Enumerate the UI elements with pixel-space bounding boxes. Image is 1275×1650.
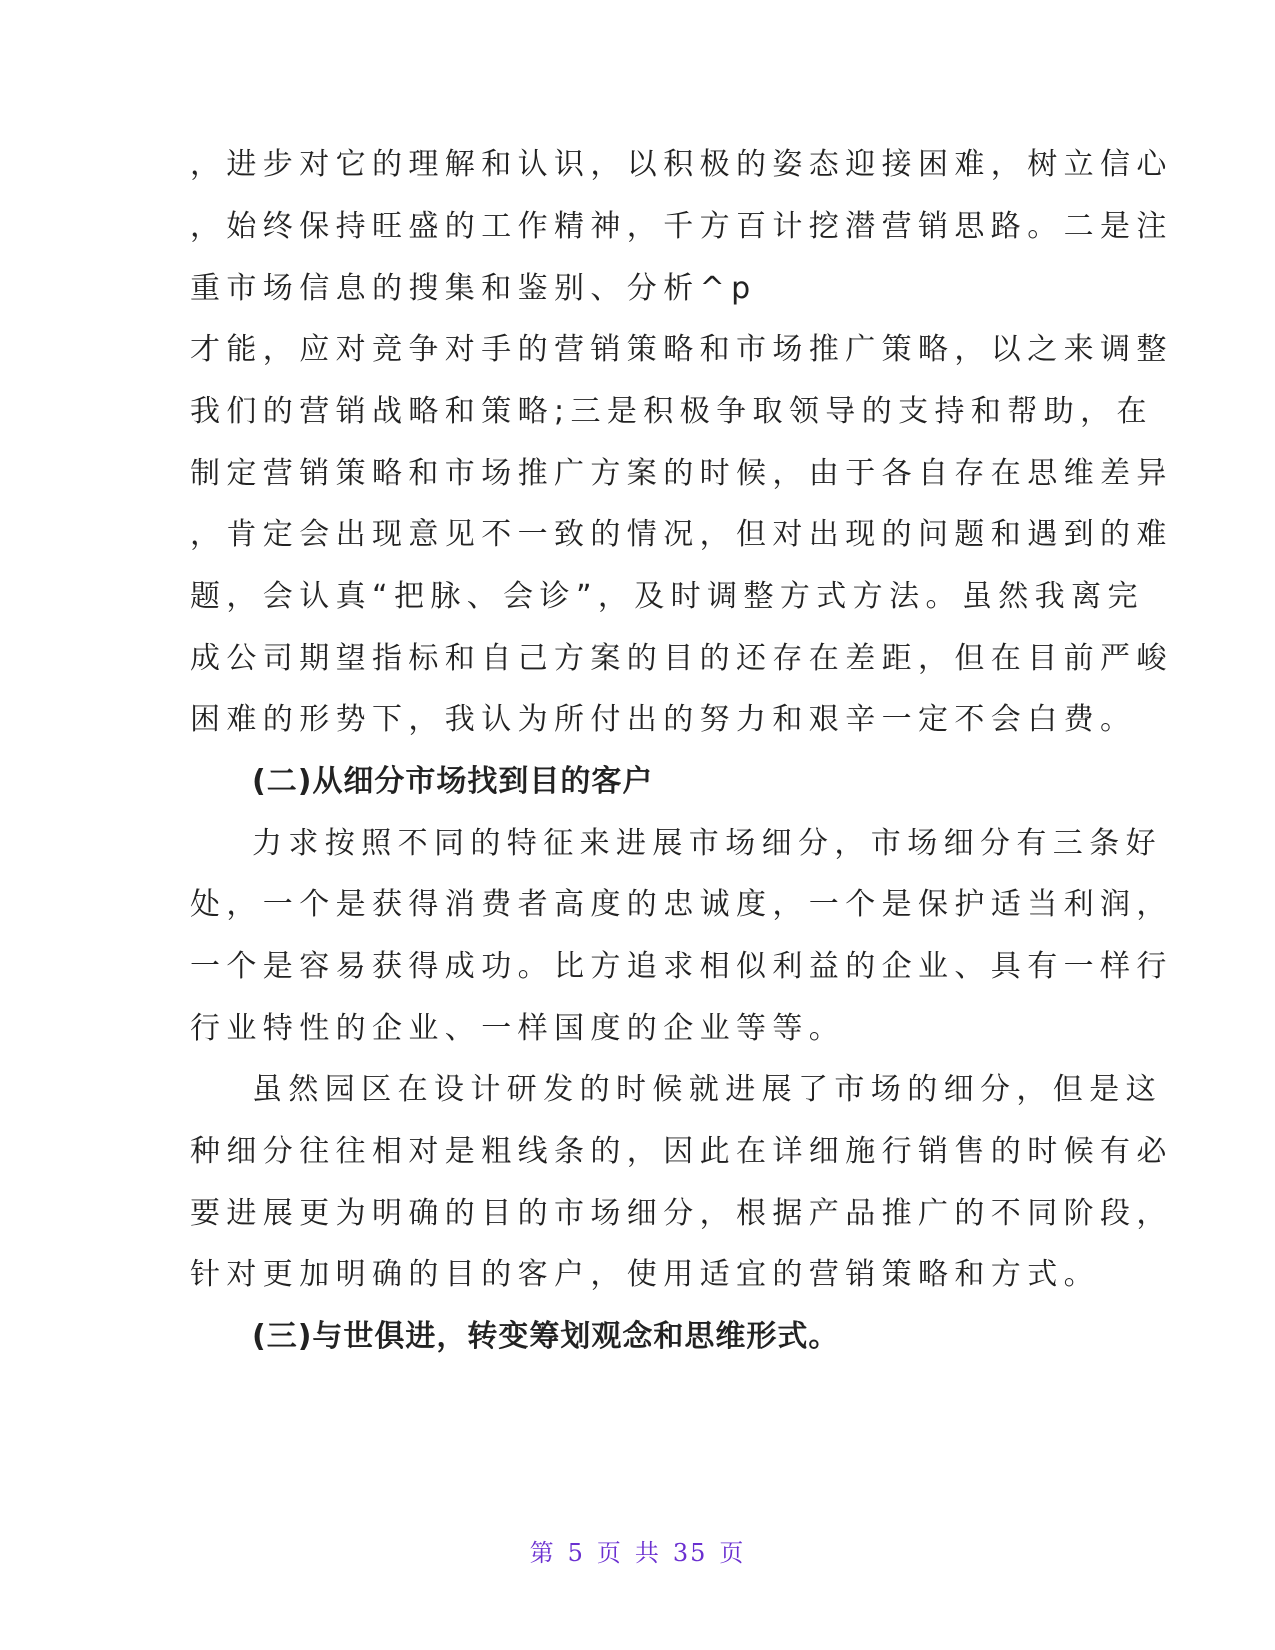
footer-total-pages: 35 <box>672 1539 708 1567</box>
text-line: 力求按照不同的特征来进展市场细分，市场细分有三条好 <box>252 826 1162 861</box>
text-line: 处，一个是获得消费者高度的忠诚度，一个是保护适当利润， <box>190 887 1173 922</box>
text-line: ，进步对它的理解和认识，以积极的姿态迎接困难，树立信心 <box>190 147 1173 182</box>
text-line: 重市场信息的搜集和鉴别、分析^p <box>190 271 757 306</box>
text-line: 我们的营销战略和策略;三是积极争取领导的支持和帮助，在 <box>190 394 1153 429</box>
footer-suffix: 页 <box>719 1539 746 1567</box>
section-heading: (二)从细分市场找到目的客户 <box>252 764 654 799</box>
footer-prefix: 第 <box>529 1539 556 1567</box>
text-line: 针对更加明确的目的客户，使用适宜的营销策略和方式。 <box>190 1257 1100 1292</box>
footer-total-label: 共 <box>634 1539 661 1567</box>
text-line: ，始终保持旺盛的工作精神，千方百计挖潜营销思路。二是注 <box>190 209 1173 244</box>
text-line: 制定营销策略和市场推广方案的时候，由于各自存在思维差异 <box>190 456 1173 491</box>
text-line: 才能，应对竞争对手的营销策略和市场推广策略，以之来调整 <box>190 332 1173 367</box>
text-line: 困难的形势下，我认为所付出的努力和艰辛一定不会白费。 <box>190 702 1137 737</box>
text-line: 一个是容易获得成功。比方追求相似利益的企业、具有一样行 <box>190 949 1173 984</box>
text-line: 种细分往往相对是粗线条的，因此在详细施行销售的时候有必 <box>190 1134 1173 1169</box>
text-line: 要进展更为明确的目的市场细分，根据产品推广的不同阶段， <box>190 1196 1173 1231</box>
text-line: 题，会认真“把脉、会诊”，及时调整方式方法。虽然我离完 <box>190 579 1144 614</box>
text-line: ，肯定会出现意见不一致的情况，但对出现的问题和遇到的难 <box>190 517 1173 552</box>
footer-page-number: 5 <box>567 1539 585 1567</box>
section-heading: (三)与世俱进，转变筹划观念和思维形式。 <box>252 1319 840 1354</box>
footer-page-label: 页 <box>596 1539 623 1567</box>
page-footer <box>0 1538 1275 1568</box>
text-line: 行业特性的企业、一样国度的企业等等。 <box>190 1011 846 1046</box>
text-line: 虽然园区在设计研发的时候就进展了市场的细分，但是这 <box>252 1072 1162 1107</box>
text-line: 成公司期望指标和自己方案的目的还存在差距，但在目前严峻 <box>190 641 1173 676</box>
